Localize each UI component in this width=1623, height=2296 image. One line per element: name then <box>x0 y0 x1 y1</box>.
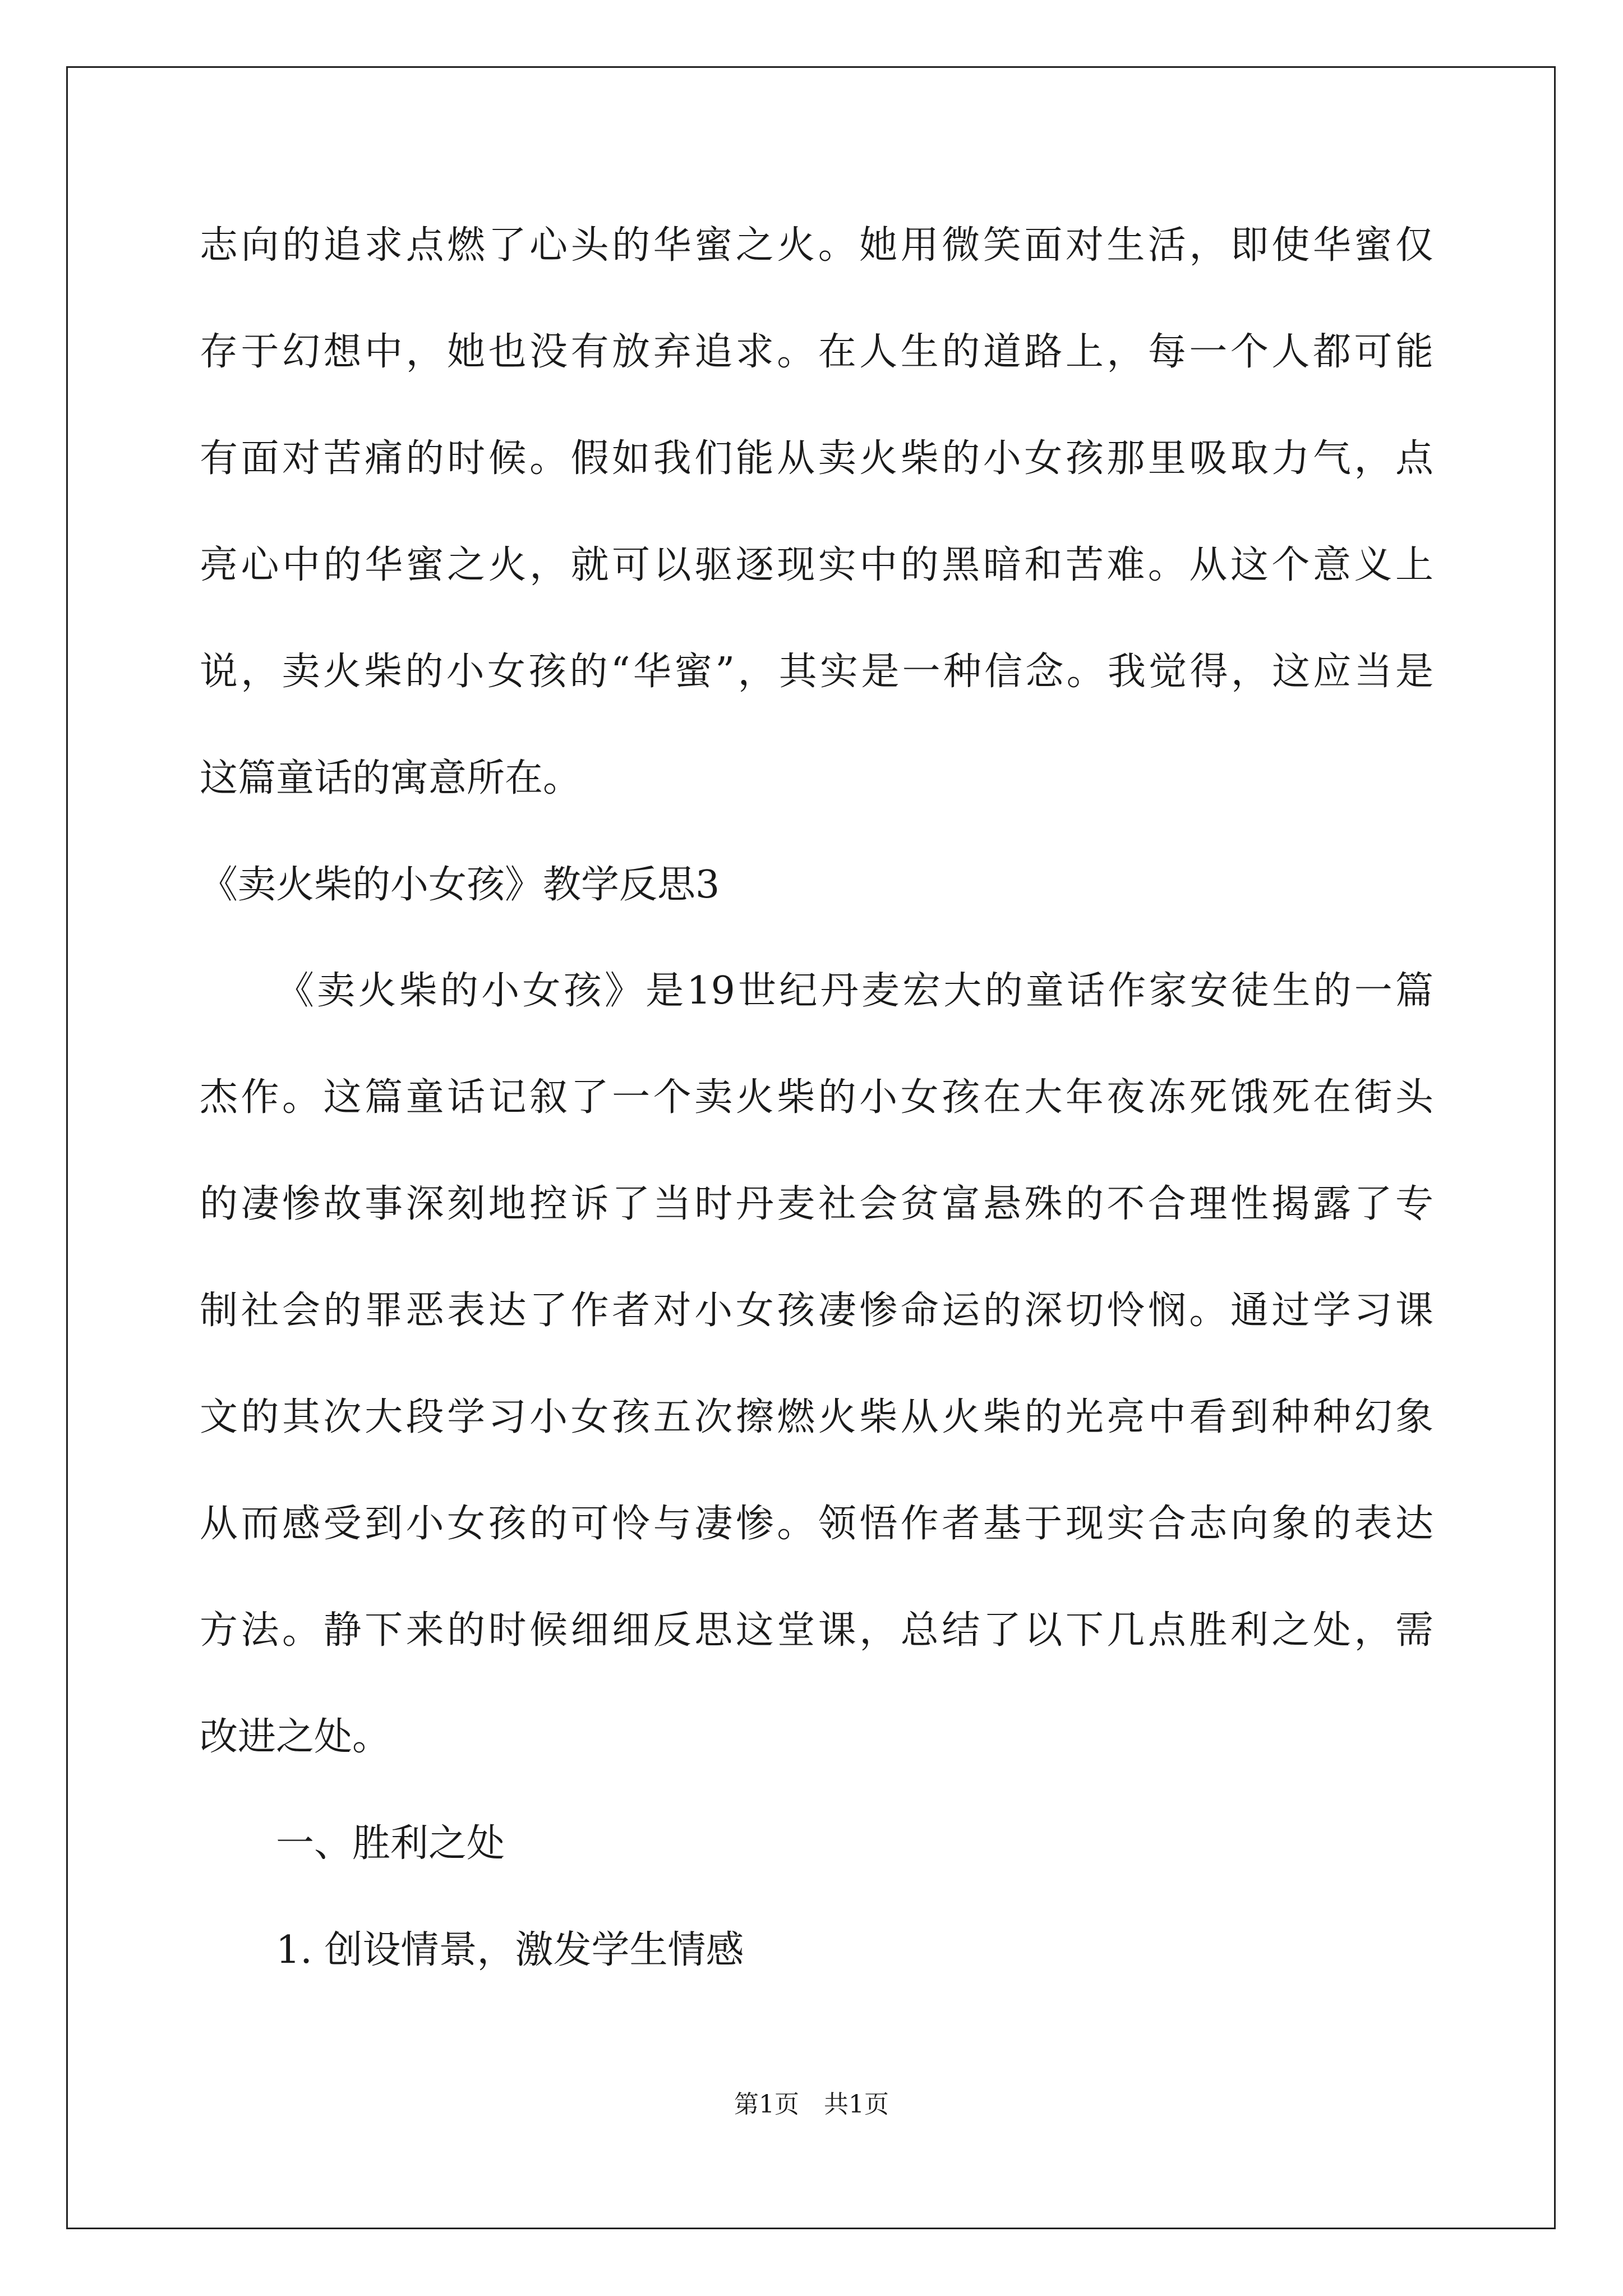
paragraph-line: 方法。静下来的时候细细反思这堂课，总结了以下几点胜利之处，需 <box>200 1608 1433 1653</box>
paragraph-line: 从而感受到小女孩的可怜与凄惨。领悟作者基于现实合志向象的表达 <box>200 1502 1433 1546</box>
paragraph-line: 有面对苦痛的时候。假如我们能从卖火柴的小女孩那里吸取力气，点 <box>200 436 1433 481</box>
paragraph-line: 杰作。这篇童话记叙了一个卖火柴的小女孩在大年夜冻死饿死在街头 <box>200 1075 1433 1120</box>
paragraph-line: 文的其次大段学习小女孩五次擦燃火柴从火柴的光亮中看到种种幻象 <box>200 1395 1433 1439</box>
section-heading: 《卖火柴的小女孩》教学反思3 <box>200 863 720 907</box>
paragraph-line: 改进之处。 <box>200 1715 391 1759</box>
paragraph-line: 《卖火柴的小女孩》是19世纪丹麦宏大的童话作家安徒生的一篇 <box>276 969 1433 1013</box>
paragraph-line: 的凄惨故事深刻地控诉了当时丹麦社会贫富悬殊的不合理性揭露了专 <box>200 1182 1433 1226</box>
page-footer: 第1页 共1页 <box>734 2090 889 2119</box>
page-border <box>66 66 1556 2229</box>
paragraph-line: 说，卖火柴的小女孩的“华蜜”，其实是一种信念。我觉得，这应当是 <box>200 650 1433 694</box>
paragraph-line: 制社会的罪恶表达了作者对小女孩凄惨命运的深切怜悯。通过学习课 <box>200 1289 1433 1333</box>
paragraph-line: 亮心中的华蜜之火，就可以驱逐现实中的黑暗和苦难。从这个意义上 <box>200 543 1433 587</box>
paragraph-line: 志向的追求点燃了心头的华蜜之火。她用微笑面对生活，即使华蜜仅 <box>200 223 1433 268</box>
list-item: 1. 创设情景，激发学生情感 <box>276 1928 744 1972</box>
paragraph-line: 这篇童话的寓意所在。 <box>200 756 582 800</box>
paragraph-line: 存于幻想中，她也没有放弃追求。在人生的道路上，每一个人都可能 <box>200 330 1433 374</box>
section-subheading: 一、胜利之处 <box>276 1821 505 1866</box>
